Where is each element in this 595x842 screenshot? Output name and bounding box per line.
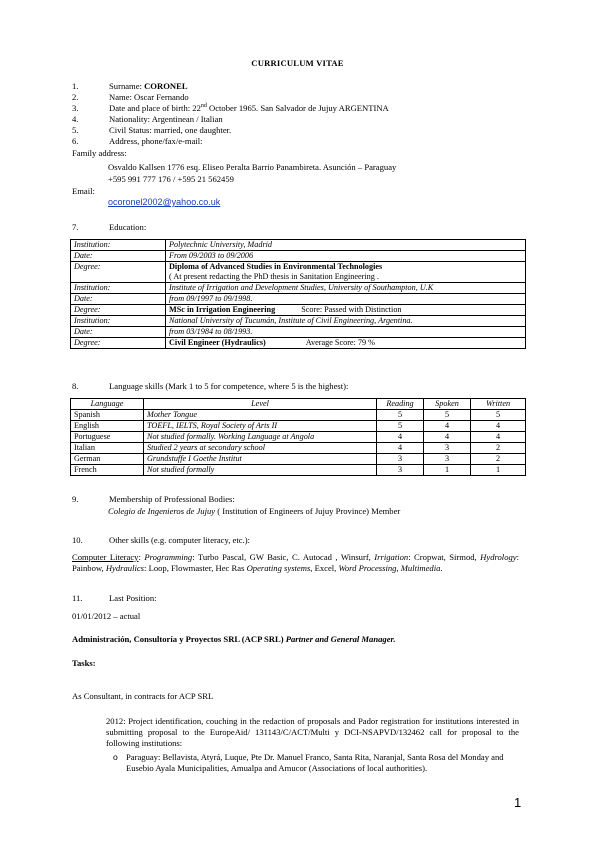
hydraulics-text: : Loop, Flowmaster, Hec Ras [144, 563, 247, 573]
written-cell: 1 [471, 465, 526, 476]
item-number: 2. [72, 92, 79, 102]
language-cell: French [71, 465, 144, 476]
institution-label: Institution: [71, 283, 166, 294]
consultant-line: As Consultant, in contracts for ACP SRL [72, 691, 214, 701]
item-number: 6. [72, 136, 79, 146]
item-number: 1. [72, 81, 79, 91]
table-row [71, 316, 526, 327]
spoken-cell: 4 [424, 421, 471, 432]
spoken-cell: 5 [424, 410, 471, 421]
degree-label: Degree: [71, 338, 166, 349]
hydrology-text: : Painbow, [72, 552, 519, 573]
table-row [71, 454, 526, 465]
table-row [71, 327, 526, 338]
position-date: 01/01/2012 – actual [72, 611, 141, 621]
item-number: 9. [72, 494, 79, 504]
table-row [71, 338, 526, 349]
os-label: Operating systems [246, 563, 311, 573]
item-number: 7. [72, 222, 79, 232]
table-row [71, 432, 526, 443]
spoken-cell: 3 [424, 454, 471, 465]
written-cell: 4 [471, 432, 526, 443]
written-cell: 2 [471, 443, 526, 454]
address-line-1: Osvaldo Kallsen 1776 esq. Eliseo Peralta Barrio Panambireta. Asunción – Paraguay [108, 162, 397, 172]
family-address-label: Family address: [72, 148, 127, 158]
document-title: CURRICULUM VITAE [251, 58, 344, 68]
sub-bullet-text: Paraguay: Bellavista, Atyrá, Luque, Pte Dr. Manuel Franco, Santa Rita, Naranjal, Santa Rosa del Monday and Eusebio Ayala Municipalities, Amualpa and Amucor (Associations of local authorities). [126, 752, 504, 773]
level-cell: TOEFL, IELTS, Royal Society of Arts II [144, 421, 377, 432]
date-label: Date: [71, 327, 166, 338]
irrigation-text: : Cropwat, Sirmod, [408, 552, 481, 562]
table-header-row [71, 399, 526, 410]
item-number: 3. [72, 103, 79, 113]
birth-sup: nd [200, 103, 207, 110]
table-row [71, 262, 526, 283]
item-number: 10. [72, 535, 83, 545]
table-row [71, 410, 526, 421]
degree-value: Civil Engineer (Hydraulics) [169, 338, 266, 347]
date-value: from 03/1984 to 08/1993. [166, 327, 526, 338]
membership-org: Colegio de Ingenieros de Jujuy [108, 506, 216, 516]
address-heading: Address, phone/fax/e-mail: [109, 136, 203, 146]
column-header: Level [144, 399, 377, 410]
item-number: 8. [72, 381, 79, 391]
table-row [71, 421, 526, 432]
birth-text-a: Date and place of birth: 22 [109, 103, 201, 113]
level-cell: Mother Tongue [144, 410, 377, 421]
table-row [71, 283, 526, 294]
column-header: Language [71, 399, 144, 410]
languages-table [70, 398, 526, 476]
email-link[interactable]: ocoronel2002@yahoo.co.uk [108, 197, 221, 207]
date-label: Date: [71, 294, 166, 305]
membership-note: ( Institution of Engineers of Jujuy Province) Member [215, 506, 401, 516]
position-title-line [72, 634, 396, 645]
language-cell: English [71, 421, 144, 432]
irrigation-label: Irrigation [374, 552, 409, 562]
language-cell: German [71, 454, 144, 465]
reading-cell: 3 [377, 454, 424, 465]
level-cell: Studied 2 years at secondary school [144, 443, 377, 454]
language-cell: Portuguese [71, 432, 144, 443]
hydrology-label: Hydrology [480, 552, 517, 562]
os-text: , Excel, [310, 563, 339, 573]
page-number: 1 [514, 795, 522, 810]
name-text: Name: Oscar Fernando [109, 92, 189, 102]
reading-cell: 5 [377, 421, 424, 432]
computer-literacy-paragraph: Computer Literacy: Programming: Turbo Pascal, GW Basic, C. Autocad , Winsurf, Irrigation: Cropwat, Sirmod, Hydrology: Painbow, Hydraulics: Loop, Flowmaster, Hec Ras Operating systems, Excel, Word Processing, Multimedia. [72, 552, 519, 573]
degree-note: ( At present redacting the PhD thesis in Sanitation Engineering . [169, 272, 379, 281]
table-row [71, 465, 526, 476]
written-cell: 4 [471, 421, 526, 432]
column-header: Spoken [424, 399, 471, 410]
position-heading: Last Position: [109, 593, 157, 603]
reading-cell: 3 [377, 465, 424, 476]
degree-value: MSc in Irrigation Engineering [169, 305, 276, 314]
written-cell: 2 [471, 454, 526, 465]
column-header: Reading [377, 399, 424, 410]
institution-value: Polytechnic University, Madrid [166, 240, 526, 251]
email-label: Email: [72, 186, 95, 196]
degree-score: Score: Passed with Distinction [301, 305, 402, 314]
spoken-cell: 4 [424, 432, 471, 443]
hydraulics-label: Hydraulics [105, 563, 145, 573]
degree-label: Degree: [71, 305, 166, 316]
languages-heading: Language skills (Mark 1 to 5 for competence, where 5 is the highest): [109, 381, 349, 391]
skills-heading: Other skills (e.g. computer literacy, etc.): [109, 535, 250, 545]
date-value: from 09/1997 to 09/1998. [166, 294, 526, 305]
degree-score: Average Score: 79 % [305, 338, 375, 347]
level-cell: Not studied formally. Working Language at Angola [144, 432, 377, 443]
level-cell: Grundstuffe I Goethe Institut [144, 454, 377, 465]
table-row [71, 251, 526, 262]
task-bullet-text: 2012: Project identification, couching in the redaction of proposals and Pador registration for institutions interested in submitting proposal to the EuropeAid/ 131143/C/ACT/Multi y DCI-NSAPVD/132462 call for proposal to the following institutions: [106, 716, 519, 748]
institution-label: Institution: [71, 240, 166, 251]
table-row [71, 294, 526, 305]
item-number: 4. [72, 114, 79, 124]
degree-value: Diploma of Advanced Studies in Environmental Technologies [169, 262, 383, 271]
education-table [70, 239, 526, 349]
civil-status-text: Civil Status: married, one daughter. [109, 125, 232, 135]
birth-text-b: October 1965. San Salvador de Jujuy ARGENTINA [206, 103, 389, 113]
surname-value: CORONEL [144, 81, 188, 91]
membership-heading: Membership of Professional Bodies: [109, 494, 235, 504]
reading-cell: 5 [377, 410, 424, 421]
address-line-2: +595 991 777 176 / +595 21 562459 [108, 174, 234, 184]
reading-cell: 4 [377, 432, 424, 443]
column-header: Written [471, 399, 526, 410]
item-number: 5. [72, 125, 79, 135]
institution-value: National University of Tucumán, Institute of Civil Engineering, Argentina. [166, 316, 526, 327]
table-row [71, 240, 526, 251]
institution-value: Institute of Irrigation and Development Studies, University of Southampton, U.K [166, 283, 526, 294]
level-cell: Not studied formally [144, 465, 377, 476]
surname-label: Surname: [109, 81, 145, 91]
membership-detail [108, 506, 400, 517]
written-cell: 5 [471, 410, 526, 421]
table-row [71, 305, 526, 316]
position-role: Partner and General Manager. [283, 634, 396, 644]
spoken-cell: 1 [424, 465, 471, 476]
date-value: From 09/2003 to 09/2006 [166, 251, 526, 262]
nationality-text: Nationality: Argentinean / Italian [109, 114, 223, 124]
programming-label: Programming [144, 552, 193, 562]
table-row [71, 443, 526, 454]
education-heading: Education: [109, 222, 147, 232]
computer-literacy-label: Computer Literacy [72, 552, 139, 562]
company-name: Administración, Consultoría y Proyectos SRL (ACP SRL) [72, 634, 284, 644]
reading-cell: 4 [377, 443, 424, 454]
language-cell: Spanish [71, 410, 144, 421]
programming-text: : Turbo Pascal, GW Basic, C. Autocad , Winsurf, [192, 552, 375, 562]
degree-label: Degree: [71, 262, 166, 283]
tasks-label: Tasks: [72, 658, 96, 668]
sub-bullet-icon: o [113, 752, 118, 762]
institution-label: Institution: [71, 316, 166, 327]
spoken-cell: 3 [424, 443, 471, 454]
item-number: 11. [72, 593, 83, 603]
skills-end: . [440, 563, 443, 573]
word-processing-label: Word Processing, Multimedia [338, 563, 441, 573]
language-cell: Italian [71, 443, 144, 454]
date-label: Date: [71, 251, 166, 262]
